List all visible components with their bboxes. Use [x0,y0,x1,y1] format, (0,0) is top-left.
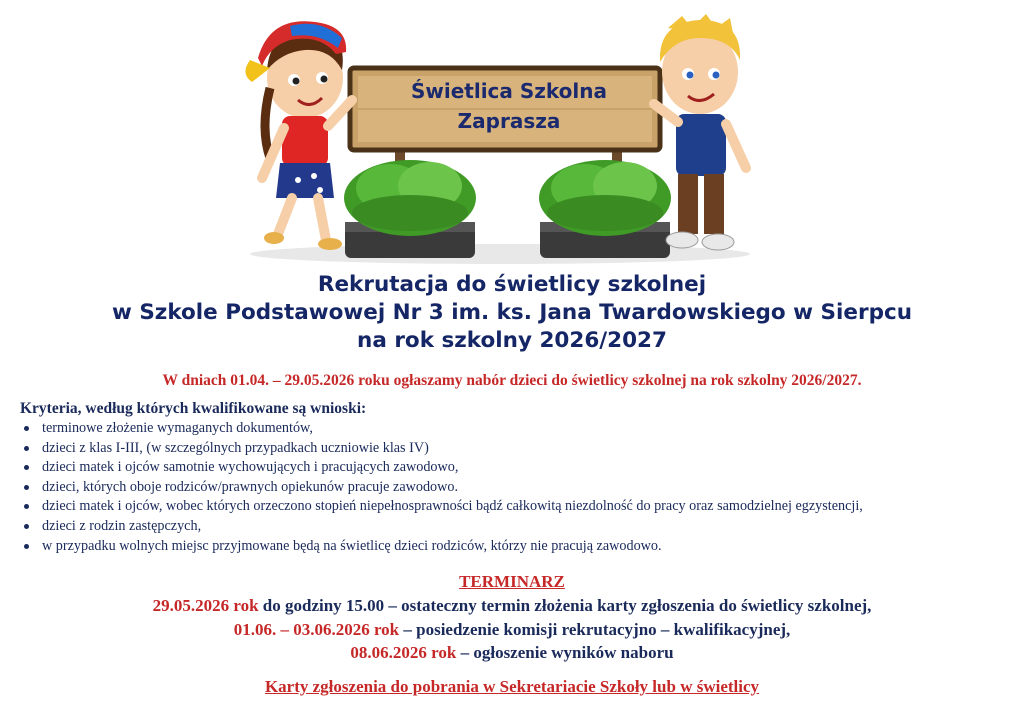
bush-right-icon [539,160,671,258]
schedule-entry [0,618,1024,642]
page-title [0,271,1024,355]
list-item [42,537,1020,557]
schedule-section [0,570,1024,665]
list-item [42,458,1020,478]
kids-sign-illustration [230,8,770,270]
sign-line-1: Świetlica Szkolna [410,79,608,103]
criteria-section [20,399,1020,556]
criteria-item-text: dzieci z rodzin zastępczych, [42,517,202,534]
schedule-entry [0,641,1024,665]
criteria-item-text: dzieci z klas I-III, (w szczególnych przypadkach uczniowie klas IV) [42,439,429,456]
bullet-icon [24,485,29,490]
bullet-icon [24,504,29,509]
schedule-date: 29.05.2026 rok [152,596,259,615]
schedule-text: do godziny 15.00 – ostateczny termin złożenia karty zgłoszenia do świetlicy szkolnej, [258,596,872,615]
bullet-icon [24,426,29,431]
recruitment-announcement: W dniach 01.04. – 29.05.2026 roku ogłaszamy nabór dzieci do świetlicy szkolnej na rok szkolny 2026/2027. [162,372,862,389]
schedule-text: – posiedzenie komisji rekrutacyjno – kwalifikacyjnej, [399,619,791,639]
list-item [42,517,1020,537]
criteria-list [20,419,1020,556]
criteria-item-text: dzieci, których oboje rodziców/prawnych opiekunów pracuje zawodowo. [42,478,459,495]
list-item [42,439,1020,459]
sign-line-2: Zaprasza [457,109,561,133]
bullet-icon [24,465,29,470]
sign-text [364,76,654,136]
bullet-icon [24,446,29,451]
list-item [42,497,1020,517]
criteria-item-text: terminowe złożenie wymaganych dokumentów, [42,420,313,436]
title-line-3: na rok szkolny 2026/2027 [357,328,667,353]
schedule-text: – ogłoszenie wyników naboru [456,643,674,662]
title-line-1: Rekrutacja do świetlicy szkolnej [317,272,707,297]
list-item [42,419,1020,439]
bullet-icon [24,544,29,549]
bullet-icon [24,524,29,529]
schedule-heading: TERMINARZ [459,572,565,591]
criteria-item-text: dzieci matek i ojców, wobec których orzeczono stopień niepełnosprawności bądź całkowitą niezdolność do pracy oraz samodzielnej egzystencji, [42,498,863,515]
bush-left-icon [344,160,476,258]
girl-character-icon [245,21,352,250]
schedule-entry [0,594,1024,618]
criteria-heading: Kryteria, według których kwalifikowane są wnioski: [20,400,367,417]
boy-character-icon [654,14,746,250]
schedule-date: 08.06.2026 rok [350,643,457,662]
schedule-date: 01.06. – 03.06.2026 rok [233,619,400,639]
title-line-2: w Szkole Podstawowej Nr 3 im. ks. Jana Twardowskiego w Sierpcu [111,300,913,325]
list-item [42,478,1020,498]
criteria-item-text: dzieci matek i ojców samotnie wychowujących i pracujących zawodowo, [42,459,459,476]
forms-download-note: Karty zgłoszenia do pobrania w Sekretariacie Szkoły lub w świetlicy [264,677,760,696]
criteria-item-text: w przypadku wolnych miejsc przyjmowane będą na świetlicę dzieci rodziców, którzy nie pracują zawodowo. [42,537,662,554]
